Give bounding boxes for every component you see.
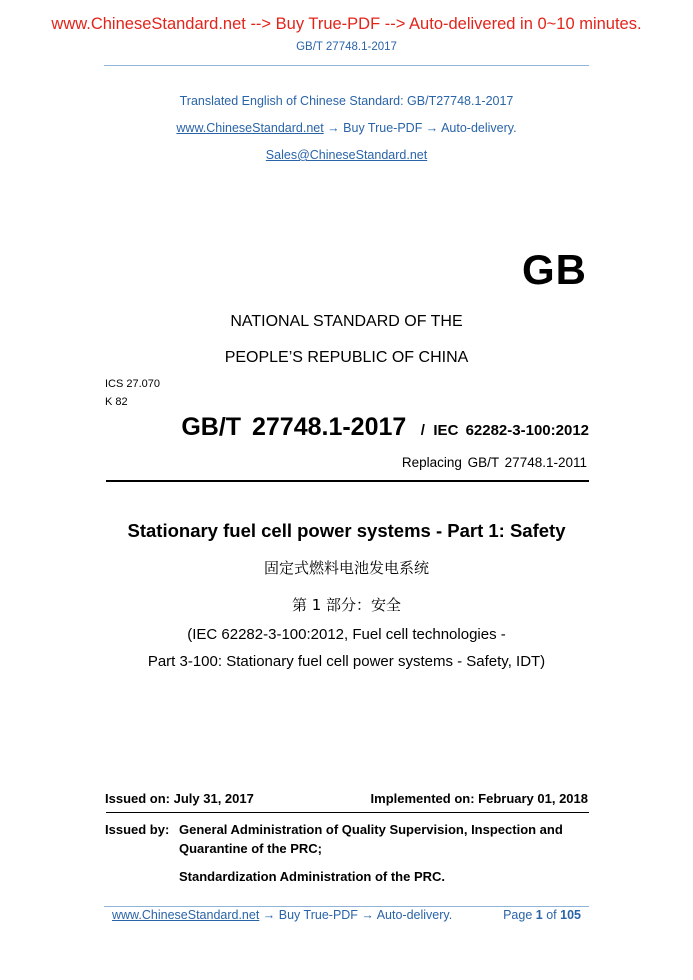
- standard-number-separator: /: [420, 422, 425, 439]
- translation-links: [0, 121, 693, 135]
- issuer-1-line2: Quarantine of the PRC;: [179, 841, 323, 856]
- page-indicator: [503, 908, 581, 922]
- standard-number-iec: IEC 62282-3-100:2012: [433, 422, 589, 439]
- site-link[interactable]: www.ChineseStandard.net: [176, 121, 324, 135]
- implemented-on: Implemented on: February 01, 2018: [370, 791, 588, 806]
- page-total: 105: [560, 908, 581, 922]
- title-english: Stationary fuel cell power systems - Part 1: Safety: [127, 520, 566, 541]
- page-label: Page: [503, 908, 533, 922]
- national-standard-line2: PEOPLE’S REPUBLIC OF CHINA: [224, 349, 469, 366]
- title-chinese: 固定式燃料电池发电系统: [263, 559, 429, 577]
- header-doc-code: GB/T 27748.1-2017: [296, 41, 397, 53]
- replacing-note: Replacing GB/T 27748.1-2011: [401, 455, 587, 470]
- standard-number-main: GB/T 27748.1-2017: [181, 413, 407, 441]
- footer-site-link[interactable]: www.ChineseStandard.net: [112, 908, 260, 922]
- issued-on: Issued on: July 31, 2017: [105, 791, 254, 806]
- title-divider: [106, 480, 589, 482]
- standard-number: [181, 413, 589, 442]
- issued-by-label: Issued by:: [105, 822, 170, 837]
- page-current: 1: [535, 908, 543, 922]
- translation-note: Translated English of Chinese Standard: GB/T27748.1-2017: [179, 94, 514, 108]
- title-chinese-part: 第 1 部分：安全: [291, 596, 402, 614]
- page-of: of: [546, 908, 557, 922]
- gb-mark: GB: [522, 246, 587, 293]
- ccs-code: K 82: [105, 396, 128, 408]
- dates-divider: [106, 812, 589, 813]
- issuer-1-line1: General Administration of Quality Supervision, Inspection and: [179, 822, 563, 837]
- buy-text: → Buy True-PDF → Auto-delivery.: [323, 121, 517, 135]
- footer-divider: [104, 906, 589, 907]
- top-banner[interactable]: www.ChineseStandard.net --> Buy True-PDF --> Auto-delivered in 0~10 minutes.: [51, 15, 642, 33]
- ics-code: ICS 27.070: [105, 378, 161, 390]
- issuer-2: Standardization Administration of the PRC.: [179, 869, 446, 884]
- email-line: [0, 148, 693, 162]
- footer-buy-text: → Buy True-PDF → Auto-delivery.: [259, 908, 453, 922]
- iec-description-line1: (IEC 62282-3-100:2012, Fuel cell technologies -: [187, 626, 506, 643]
- iec-description-line2: Part 3-100: Stationary fuel cell power systems - Safety, IDT): [147, 653, 546, 670]
- sales-email-link[interactable]: Sales@ChineseStandard.net: [265, 148, 428, 162]
- footer-links: [112, 908, 452, 922]
- national-standard-line1: NATIONAL STANDARD OF THE: [230, 313, 463, 330]
- header-divider: [104, 65, 589, 66]
